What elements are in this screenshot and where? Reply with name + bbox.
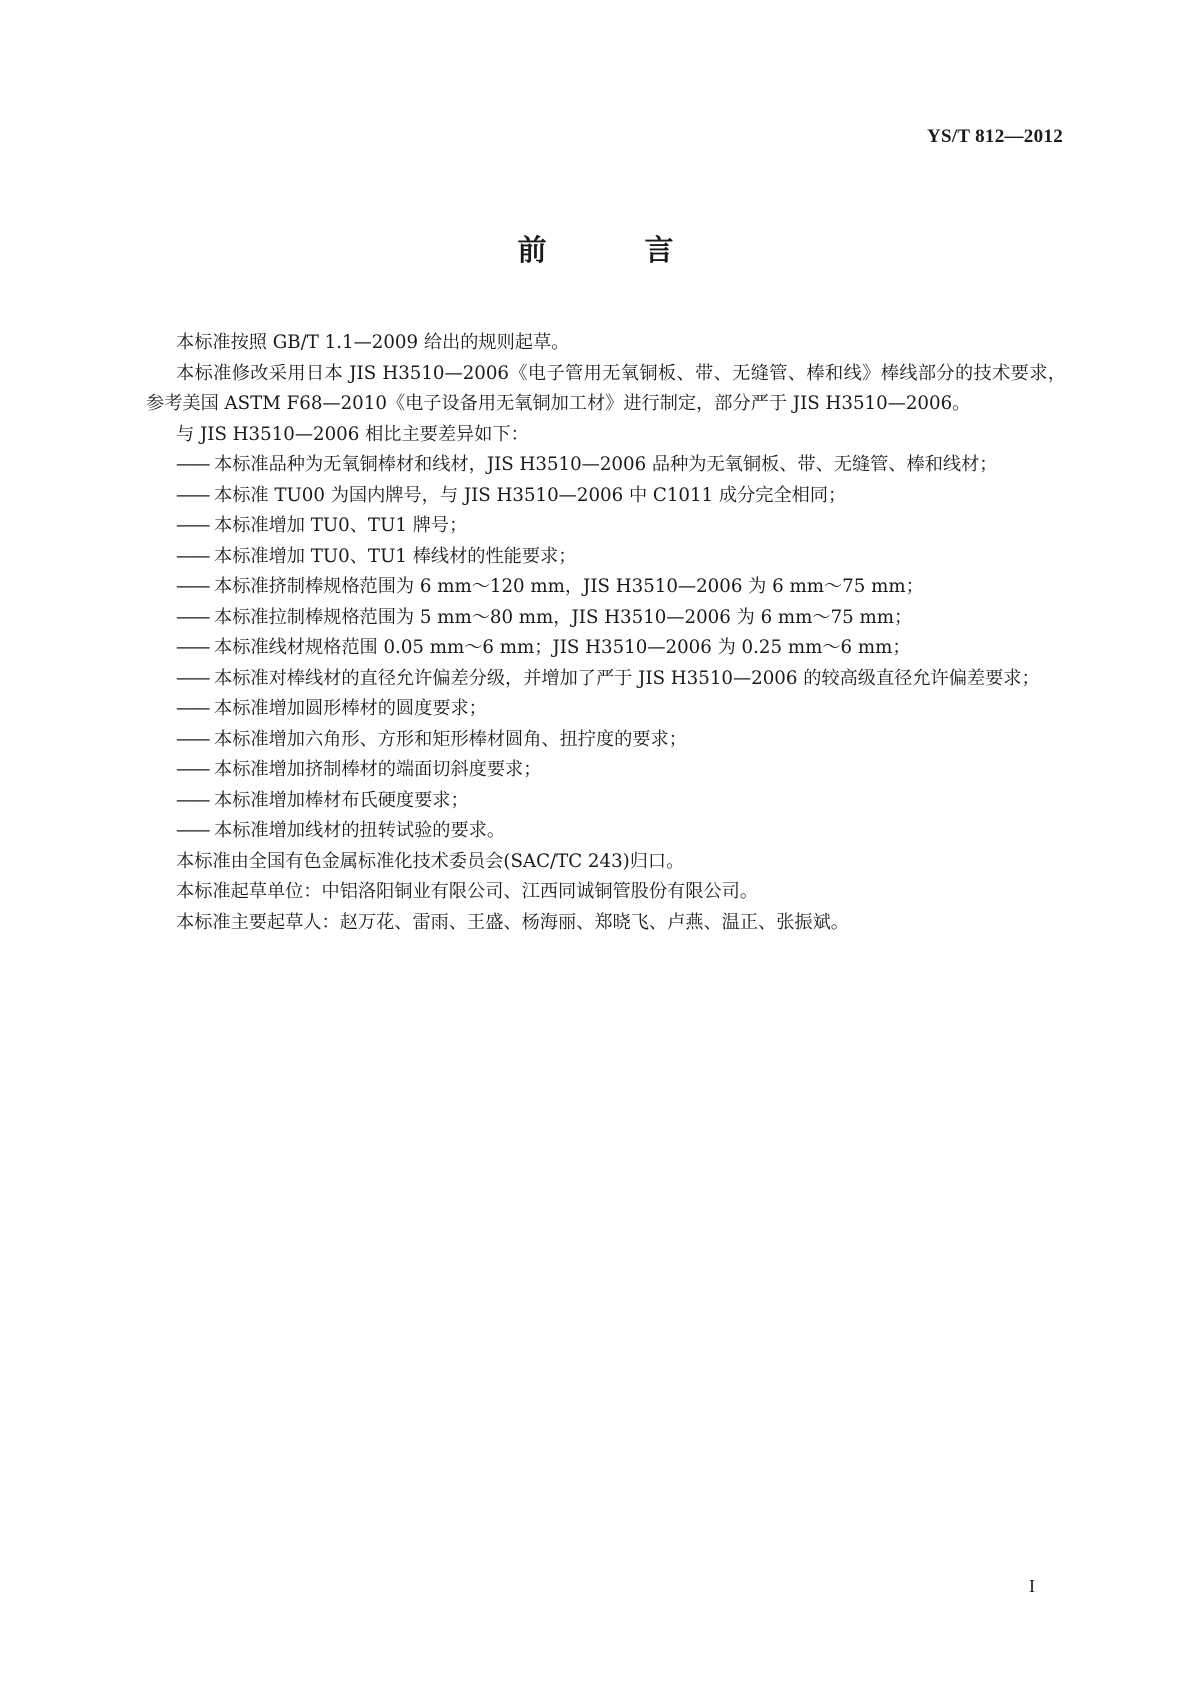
difference-text: 本标准线材规格范围 0.05 mm～6 mm；JIS H3510—2006 为 0.25 mm～6 mm； — [214, 637, 911, 658]
difference-item — [146, 572, 1066, 603]
difference-item — [146, 481, 1066, 512]
dash-marker: —— — [176, 698, 209, 719]
dash-marker: —— — [176, 576, 209, 597]
difference-item — [146, 633, 1066, 664]
paragraph-adoption: 本标准修改采用日本 JIS H3510—2006《电子管用无氧铜板、带、无缝管、棒和线》棒线部分的技术要求，参考美国 ASTM F68—2010《电子设备用无氧铜加工材》进行制定，部分严于 JIS H3510—2006。 — [146, 362, 1066, 414]
difference-text: 本标准挤制棒规格范围为 6 mm～120 mm，JIS H3510—2006 为 6 mm～75 mm； — [214, 576, 924, 597]
difference-item — [146, 725, 1066, 756]
paragraph-drafting-units: 本标准起草单位：中铝洛阳铜业有限公司、江西同诚铜管股份有限公司。 — [176, 881, 759, 902]
paragraph-drafters: 本标准主要起草人：赵万花、雷雨、王盛、杨海丽、郑晓飞、卢燕、温正、张振斌。 — [176, 911, 849, 933]
difference-text: 本标准增加六角形、方形和矩形棒材圆角、扭拧度的要求； — [214, 728, 687, 750]
difference-item — [146, 511, 1066, 542]
standard-code: YS/T 812—2012 — [926, 126, 1063, 147]
difference-item — [146, 450, 1066, 481]
difference-item — [146, 786, 1066, 817]
difference-item — [146, 816, 1066, 847]
paragraph-differences-intro: 与 JIS H3510—2006 相比主要差异如下： — [176, 423, 529, 445]
dash-marker: —— — [176, 789, 209, 811]
dash-marker: —— — [176, 484, 209, 506]
difference-text: 本标准增加圆形棒材的圆度要求； — [214, 698, 487, 719]
dash-marker: —— — [176, 454, 209, 475]
dash-marker: —— — [176, 667, 209, 689]
difference-item — [146, 542, 1066, 573]
dash-marker: —— — [176, 515, 209, 536]
page-title: 前 言 — [517, 233, 718, 267]
difference-text: 本标准增加棒材布氏硬度要求； — [214, 789, 469, 811]
paragraph-responsible-committee: 本标准由全国有色金属标准化技术委员会(SAC/TC 243)归口。 — [176, 850, 685, 872]
dash-marker: —— — [176, 759, 209, 780]
difference-text: 本标准增加挤制棒材的端面切斜度要求； — [214, 759, 542, 780]
dash-marker: —— — [176, 545, 209, 567]
difference-text: 本标准对棒线材的直径允许偏差分级，并增加了严于 JIS H3510—2006 的较高级直径允许偏差要求； — [214, 667, 1040, 689]
dash-marker: —— — [176, 606, 209, 628]
foreword-body — [146, 328, 1066, 938]
dash-marker: —— — [176, 820, 209, 841]
difference-item — [146, 694, 1066, 725]
difference-text: 本标准品种为无氧铜棒材和线材，JIS H3510—2006 品种为无氧铜板、带、无缝管、棒和线材； — [214, 454, 998, 475]
difference-item — [146, 603, 1066, 634]
difference-item — [146, 664, 1066, 695]
dash-marker: —— — [176, 728, 209, 750]
difference-text: 本标准增加线材的扭转试验的要求。 — [214, 820, 506, 841]
paragraph-drafting-rules: 本标准按照 GB/T 1.1—2009 给出的规则起草。 — [176, 332, 570, 353]
dash-marker: —— — [176, 637, 209, 658]
difference-text: 本标准增加 TU0、TU1 牌号； — [214, 515, 468, 536]
difference-text: 本标准拉制棒规格范围为 5 mm～80 mm，JIS H3510—2006 为 6 mm～75 mm； — [214, 606, 913, 628]
difference-text: 本标准 TU00 为国内牌号，与 JIS H3510—2006 中 C1011 成分完全相同； — [214, 484, 847, 506]
page-number: I — [1029, 1576, 1035, 1596]
difference-item — [146, 755, 1066, 786]
difference-text: 本标准增加 TU0、TU1 棒线材的性能要求； — [214, 545, 577, 567]
